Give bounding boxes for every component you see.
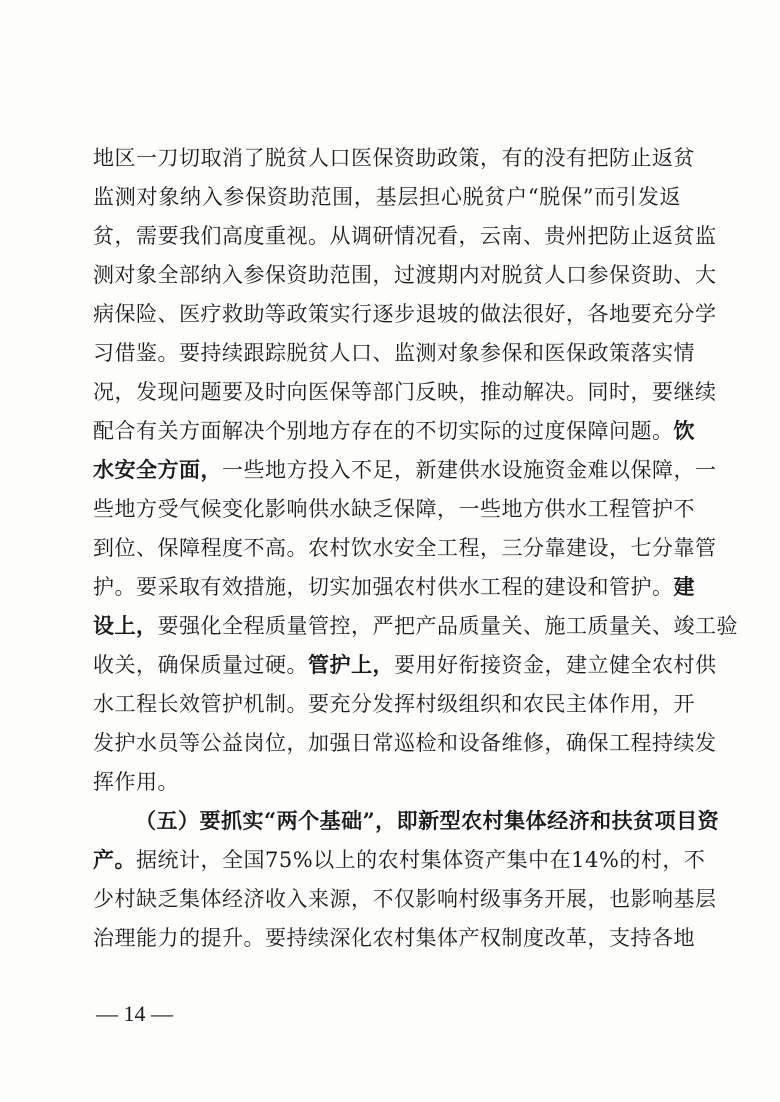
bold-heading: 设上， [93, 613, 158, 638]
text-span: 收关，确保质量过硬。 [93, 653, 308, 677]
text-line [93, 612, 738, 640]
text-line [93, 651, 717, 679]
text-line [93, 417, 695, 445]
section-heading [135, 807, 720, 835]
bold-heading: 产。 [93, 847, 136, 872]
text-line: 治理能力的提升。要持续深化农村集体产权制度改革，支持各地 [93, 926, 695, 950]
text-line: 病保险、医疗救助等政策实行逐步退坡的做法很好，各地要充分学 [93, 302, 717, 326]
text-line: 发护水员等公益岗位，加强日常巡检和设备维修，确保工程持续发 [93, 731, 717, 755]
text-line: 些地方受气候变化影响供水缺乏保障，一些地方供水工程管护不 [93, 497, 695, 521]
bold-heading: 建 [673, 574, 695, 599]
text-line: 监测对象纳入参保资助范围，基层担心脱贫户“脱保”而引发返 [93, 185, 681, 209]
text-span: 护。要采取有效措施，切实加强农村供水工程的建设和管护。 [93, 575, 674, 599]
bold-heading: 管护上， [308, 652, 394, 677]
text-line: 况，发现问题要及时向医保等部门反映，推动解决。同时，要继续 [93, 380, 717, 404]
text-line: 水工程长效管护机制。要充分发挥村级组织和农民主体作用，开 [93, 692, 695, 716]
text-line: 挥作用。 [93, 770, 179, 794]
text-line: 测对象全部纳入参保资助范围，过渡期内对脱贫人口参保资助、大 [93, 263, 717, 287]
text-span: 一些地方投入不足，新建供水设施资金难以保障，一 [222, 458, 717, 482]
text-line: 到位、保障程度不高。农村饮水安全工程，三分靠建设，七分靠管 [93, 536, 717, 560]
bold-heading: （五）要抓实“两个基础”，即新型农村集体经济和扶贫项目资 [135, 808, 720, 833]
text-line: 少村缺乏集体经济收入来源，不仅影响村级事务开展，也影响基层 [93, 887, 717, 911]
text-line [93, 573, 695, 601]
page-number: — 14 — [96, 1001, 173, 1026]
text-span: 配合有关方面解决个别地方存在的不切实际的过度保障问题。 [93, 419, 674, 443]
text-line: 贫，需要我们高度重视。从调研情况看，云南、贵州把防止返贫监 [93, 224, 717, 248]
text-line: 地区一刀切取消了脱贫人口医保资助政策，有的没有把防止返贫 [93, 146, 695, 170]
text-span: 要用好衔接资金，建立健全农村供 [394, 653, 717, 677]
text-span: 据统计，全国75%以上的农村集体资产集中在14%的村，不 [136, 848, 706, 872]
bold-heading: 饮 [673, 418, 695, 443]
text-line [93, 456, 717, 484]
text-span: 要强化全程质量管控，严把产品质量关、施工质量关、竣工验 [157, 614, 738, 638]
bold-heading: 水安全方面， [93, 457, 222, 482]
text-line [93, 846, 706, 874]
text-line: 习借鉴。要持续跟踪脱贫人口、监测对象参保和医保政策落实情 [93, 341, 695, 365]
